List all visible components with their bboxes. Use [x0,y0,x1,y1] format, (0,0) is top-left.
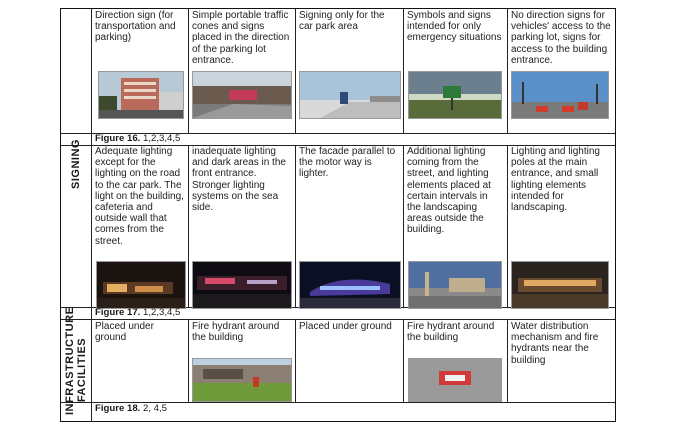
section-label-text: SIGNING [70,139,83,189]
cell-text: Additional lighting coming from the street, and lighting elements placed at certain intervals in the landscaping areas outside the building. [407,146,491,236]
cell-text: Placed under ground [299,321,392,332]
section-label-text: INFRASTRUCTURE FACILITIES [64,306,88,415]
cell-text: Adequate lighting except for the lighting on the road to the car park. The light on the building, cafeteria and outside wall that comes from the street. [95,146,184,247]
photo-direction-sign [98,71,184,119]
figure-label: Figure 18. [95,403,141,414]
cell-text: Fire hydrant around the building [407,321,495,344]
table-cell [189,145,295,269]
table-cell [508,145,615,269]
table-cell [92,145,188,269]
photo-front-entrance-night [192,261,292,309]
cell-text: Lighting and lighting poles at the main entrance, and small lighting elements intended for landscaping. [511,146,600,214]
document-table [60,8,616,422]
table-cell [404,145,507,269]
photo-facade-night [299,261,401,309]
photo-fire-hydrant-building [192,358,292,402]
section-label-signing [61,9,91,319]
cell-text: No direction signs for vehicles' access to the parking lot, signs for access to the building entrance. [511,10,611,66]
photo-night-lighting [96,261,186,309]
cell-text: inadequate lighting and dark areas in the front entrance. Stronger lighting systems on the sea side. [192,146,286,214]
figure-label: Figure 17. [95,307,141,318]
photo-main-entrance-poles [511,261,609,309]
figure-label: Figure 16. [95,133,141,144]
table-cell [508,320,615,402]
table-cell [296,145,403,269]
cell-text: Water distribution mechanism and fire hydrants near the building [511,321,599,366]
figure-refs: 1,2,3,4,5 [143,133,181,144]
cell-text: Simple portable traffic cones and signs placed in the direction of the parking lot entrance. [192,10,290,66]
cell-text: The facade parallel to the motor way is lighter. [299,146,396,180]
cell-text: Fire hydrant around the building [192,321,280,344]
figure-refs: 2, 4,5 [143,403,168,414]
cell-text: Placed under ground [95,321,154,344]
section-label-infrastructure [61,306,91,421]
photo-street-lighting [408,261,502,309]
figure-refs: 1,2,3,4,5 [143,307,181,318]
cell-text: Direction sign (for transportation and parking) [95,10,176,44]
photo-fire-hydrant-sign [408,358,502,402]
photo-traffic-cones [192,71,292,119]
photo-parking-entrance [511,71,609,119]
photo-emergency-signs [408,71,502,119]
photo-car-park-sign [299,71,401,119]
cell-text: Signing only for the car park area [299,10,385,33]
figure-caption [95,403,167,415]
table-cell [296,320,403,402]
cell-text: Symbols and signs intended for only emergency situations [407,10,502,44]
figure-caption [95,307,180,319]
table-cell [92,320,188,402]
figure-caption [95,133,180,145]
